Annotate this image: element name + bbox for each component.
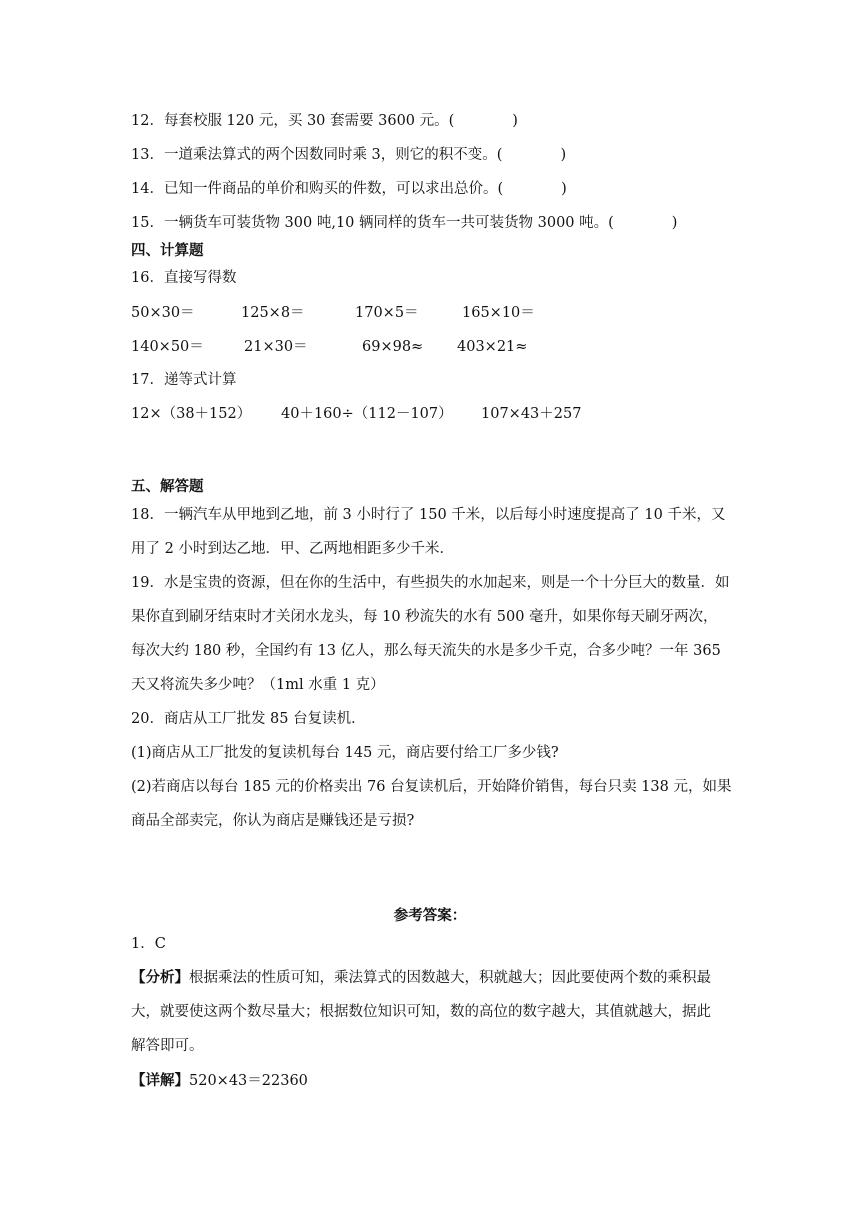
problem-text-line: 商品全部卖完，你认为商店是赚钱还是亏损? [131,813,415,829]
calc-row-2 [0,337,860,357]
question-12: 12．每套校服 120 元，买 30 套需要 3600 元。( ) [131,113,518,129]
problem-text-line: 用了 2 小时到达乙地．甲、乙两地相距多少千米． [131,541,454,557]
analysis-text: 根据乘法的性质可知，乘法算式的因数越大，积就越大；因此要使两个数的乘积最 [189,970,711,986]
question-16: 16．直接写得数 [131,270,237,286]
calc-item: 21×30＝ [244,339,308,355]
problem-text-line: (2)若商店以每台 185 元的价格卖出 76 台复读机后，开始降价销售，每台只卖 138 元，如果 [131,779,732,795]
question-15: 15．一辆货车可装货物 300 吨,10 辆同样的货车一共可装货物 3000 吨。( ) [131,215,678,231]
calc-row-1 [0,303,860,323]
calc-item: 40＋160÷（112－107） [281,406,453,422]
answers-title: 参考答案： [393,907,467,924]
answer-item-1: 1．C [131,936,166,952]
analysis-line [131,968,711,988]
question-14: 14．已知一件商品的单价和购买的件数，可以求出总价。( ) [131,181,567,197]
problem-text-line: 20．商店从工厂批发 85 台复读机． [131,711,366,727]
calc-item: 50×30＝ [131,305,195,321]
calc-item: 125×8＝ [241,305,305,321]
calc-item: 165×10＝ [462,305,535,321]
calc-item: 170×5＝ [355,305,419,321]
problem-text-line: (1)商店从工厂批发的复读机每台 145 元，商店要付给工厂多少钱? [131,745,559,761]
detail-text: 520×43＝22360 [189,1073,308,1089]
section-4-title: 四、计算题 [131,242,204,259]
analysis-line: 解答即可。 [131,1038,204,1054]
question-17: 17．递等式计算 [131,372,237,388]
analysis-line: 大，就要使这两个数尽量大；根据数位知识可知，数的高位的数字越大，其值就越大，据此 [131,1004,711,1020]
calc-item: 140×50＝ [131,339,204,355]
problem-text-line: 天又将流失多少吨？（1ml 水重 1 克） [131,677,385,693]
problem-text-line: 果你直到刷牙结束时才关闭水龙头，每 10 秒流失的水有 500 毫升，如果你每天刷牙两次， [131,609,718,625]
detail-label: 【详解】 [131,1072,189,1089]
problem-text-line: 19．水是宝贵的资源，但在你的生活中，有些损失的水加起来，则是一个十分巨大的数量．如 [131,575,730,591]
calc-row-3 [0,404,860,424]
section-5-title: 五、解答题 [131,478,204,495]
calc-item: 12×（38＋152） [131,406,252,422]
calc-item: 69×98≈ [362,339,424,355]
detail-line [131,1071,308,1091]
calc-item: 403×21≈ [457,339,528,355]
problem-text-line: 每次大约 180 秒，全国约有 13 亿人，那么每天流失的水是多少千克，合多少吨？一年 365 [131,643,721,659]
analysis-label: 【分析】 [131,969,189,986]
calc-item: 107×43＋257 [481,406,582,422]
question-13: 13．一道乘法算式的两个因数同时乘 3，则它的积不变。( ) [131,147,567,163]
problem-text-line: 18．一辆汽车从甲地到乙地，前 3 小时行了 150 千米，以后每小时速度提高了 10 千米，又 [131,507,726,523]
